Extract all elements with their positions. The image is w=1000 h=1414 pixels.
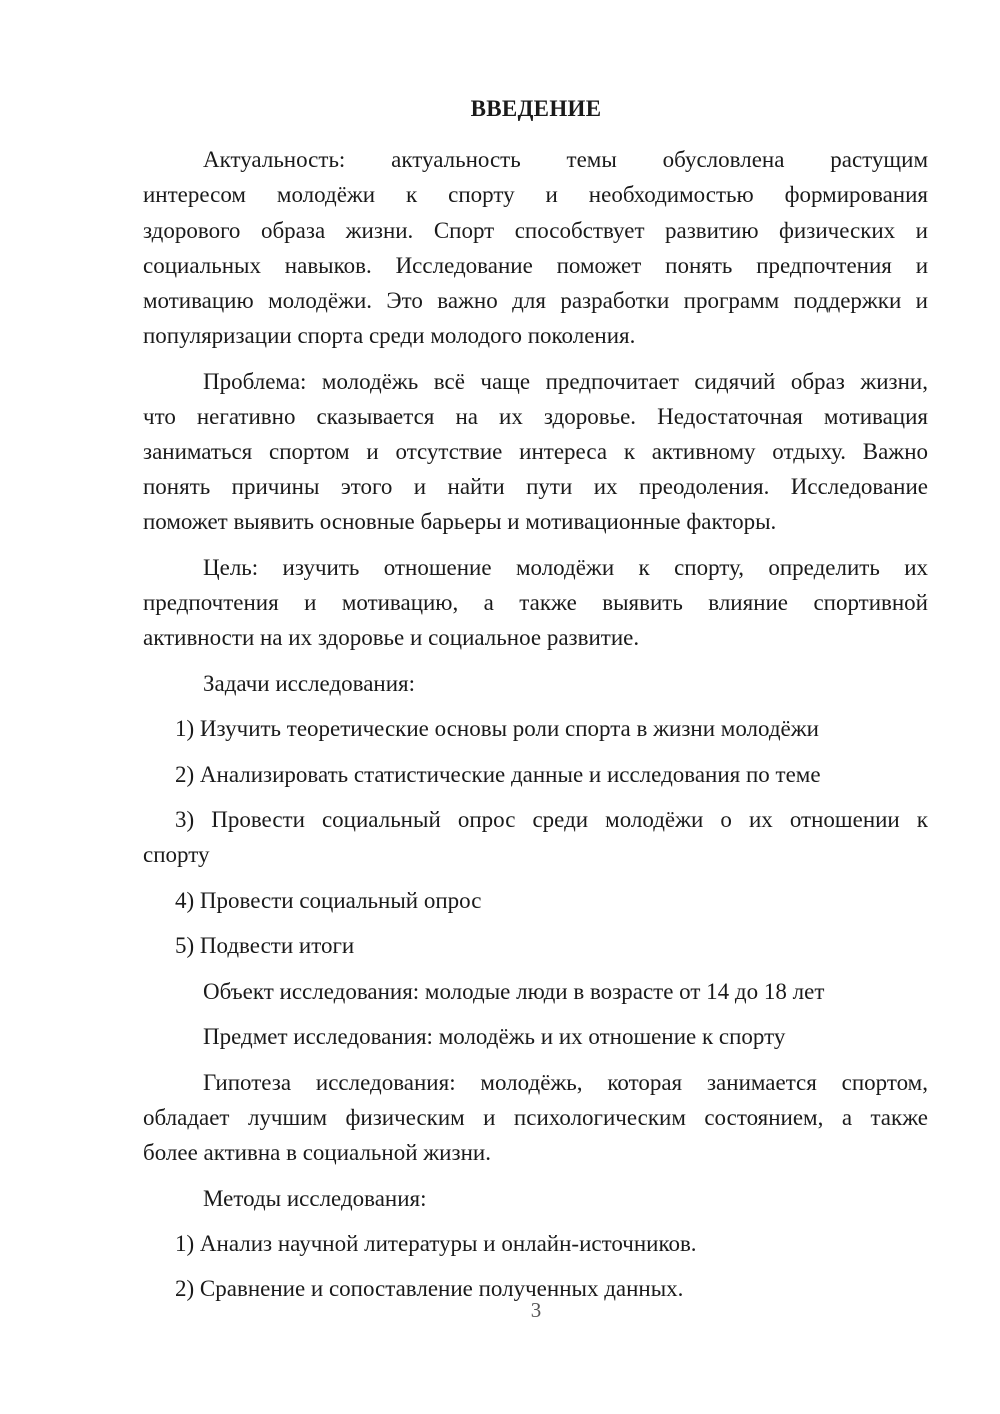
method-item-1: 1) Анализ научной литературы и онлайн-источников. — [175, 1231, 697, 1256]
task-item-4: 4) Провести социальный опрос — [175, 888, 482, 913]
research-subject: Предмет исследования: молодёжь и их отношение к спорту — [203, 1024, 786, 1049]
problem-line-1: Проблема: молодёжь всё чаще предпочитает сидячий образ жизни, — [203, 369, 928, 394]
relevance-line-5: мотивацию молодёжи. Это важно для разработки программ поддержки и — [143, 288, 928, 313]
page-number: 3 — [530, 1298, 542, 1322]
goal-line-2: предпочтения и мотивацию, а также выявить влияние спортивной — [143, 590, 928, 615]
method-item-2: 2) Сравнение и сопоставление полученных данных. — [175, 1276, 684, 1301]
relevance-line-2: интересом молодёжи к спорту и необходимостью формирования — [143, 182, 928, 207]
problem-line-3: заниматься спортом и отсутствие интереса к активному отдыху. Важно — [143, 439, 928, 464]
relevance-line-1: Актуальность: актуальность темы обусловлена растущим — [203, 147, 928, 172]
relevance-line-3: здорового образа жизни. Спорт способствует развитию физических и — [143, 218, 928, 243]
task-item-3-continuation: спорту — [143, 842, 210, 867]
hypothesis-line-3: более активна в социальной жизни. — [143, 1140, 491, 1165]
page-title: ВВЕДЕНИЕ — [470, 96, 602, 121]
problem-line-5: поможет выявить основные барьеры и мотивационные факторы. — [143, 509, 777, 534]
relevance-line-6: популяризации спорта среди молодого поколения. — [143, 323, 636, 348]
goal-line-3: активности на их здоровье и социальное развитие. — [143, 625, 640, 650]
hypothesis-line-1: Гипотеза исследования: молодёжь, которая занимается спортом, — [203, 1070, 928, 1095]
problem-line-4: понять причины этого и найти пути их преодоления. Исследование — [143, 474, 928, 499]
problem-line-2: что негативно сказывается на их здоровье. Недостаточная мотивация — [143, 404, 928, 429]
methods-heading: Методы исследования: — [203, 1186, 427, 1211]
task-item-3: 3) Провести социальный опрос среди молодёжи о их отношении к — [175, 807, 928, 832]
tasks-heading: Задачи исследования: — [203, 671, 416, 696]
task-item-1: 1) Изучить теоретические основы роли спорта в жизни молодёжи — [175, 716, 819, 741]
task-item-5: 5) Подвести итоги — [175, 933, 355, 958]
hypothesis-line-2: обладает лучшим физическим и психологическим состоянием, а также — [143, 1105, 928, 1130]
relevance-line-4: социальных навыков. Исследование поможет понять предпочтения и — [143, 253, 928, 278]
goal-line-1: Цель: изучить отношение молодёжи к спорту, определить их — [203, 555, 928, 580]
research-object: Объект исследования: молодые люди в возрасте от 14 до 18 лет — [203, 979, 825, 1004]
task-item-2: 2) Анализировать статистические данные и исследования по теме — [175, 762, 821, 787]
